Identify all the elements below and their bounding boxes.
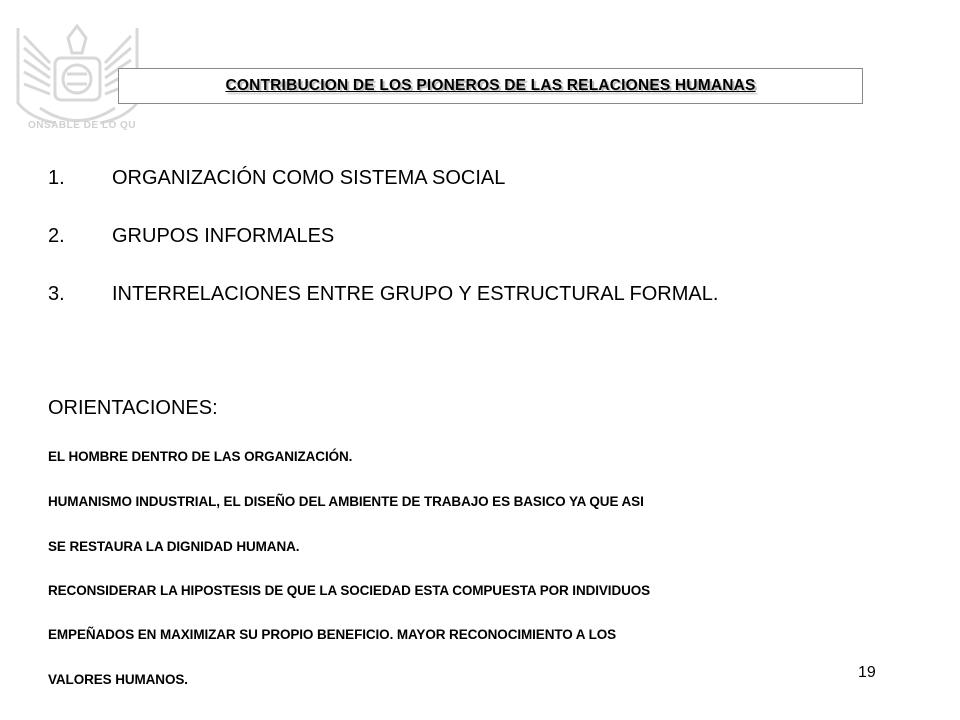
list-item [48, 166, 505, 190]
slide-title: CONTRIBUCION DE LOS PIONEROS DE LAS RELACIONES HUMANAS [225, 77, 756, 94]
list-item-text: ORGANIZACIÓN COMO SISTEMA SOCIAL [112, 167, 506, 189]
orientation-line: SE RESTAURA LA DIGNIDAD HUMANA. [48, 539, 300, 554]
orientation-line: EMPEÑADOS EN MAXIMIZAR SU PROPIO BENEFICIO. MAYOR RECONOCIMIENTO A LOS [48, 627, 617, 642]
orientation-line: RECONSIDERAR LA HIPOSTESIS DE QUE LA SOCIEDAD ESTA COMPUESTA POR INDIVIDUOS [48, 583, 651, 598]
orientation-line: VALORES HUMANOS. [48, 672, 188, 687]
orientations-heading: ORIENTACIONES: [48, 397, 218, 419]
list-item-text: GRUPOS INFORMALES [112, 225, 335, 247]
list-item-number: 1. [48, 167, 65, 189]
title-box [118, 68, 863, 104]
orientation-line: HUMANISMO INDUSTRIAL, EL DISEÑO DEL AMBIENTE DE TRABAJO ES BASICO YA QUE ASI [48, 494, 644, 509]
page-number: 19 [858, 664, 876, 681]
list-item [48, 282, 718, 306]
list-item-number: 2. [48, 225, 65, 247]
list-item-number: 3. [48, 283, 65, 305]
orientation-line: EL HOMBRE DENTRO DE LAS ORGANIZACIÓN. [48, 449, 353, 464]
list-item-text: INTERRELACIONES ENTRE GRUPO Y ESTRUCTURAL FORMAL. [112, 283, 719, 305]
list-item [48, 224, 334, 248]
watermark-text: ONSABLE DE LO QU [28, 120, 137, 131]
